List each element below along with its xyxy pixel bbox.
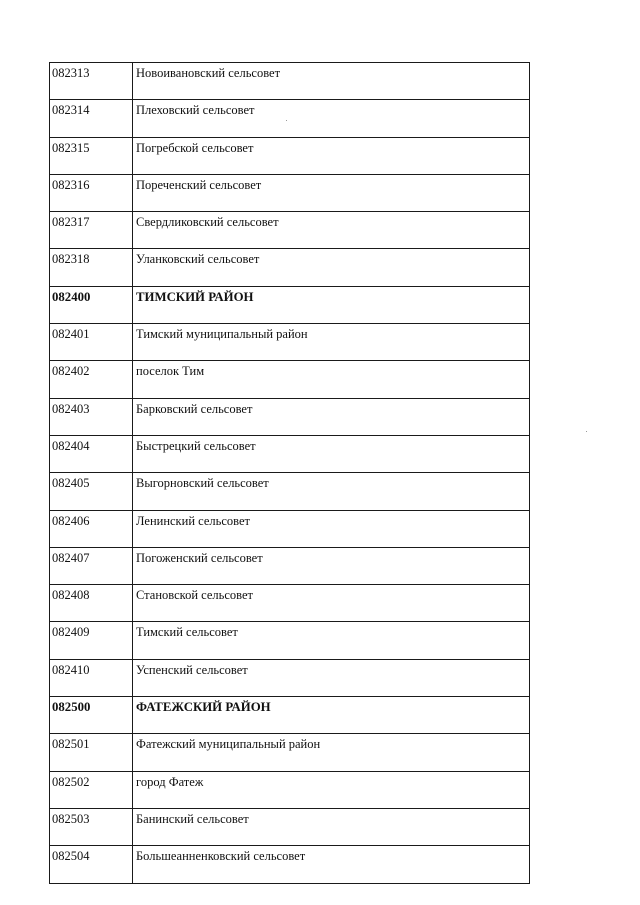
row-code: 082401 (50, 324, 133, 361)
table-row (50, 174, 530, 211)
row-name: Погоженский сельсовет (133, 547, 530, 584)
row-code: 082314 (50, 100, 133, 137)
table-row (50, 808, 530, 845)
row-code: 082407 (50, 547, 133, 584)
table-row (50, 510, 530, 547)
row-code: 082409 (50, 622, 133, 659)
row-name: Свердликовский сельсовет (133, 212, 530, 249)
row-code: 082403 (50, 398, 133, 435)
table-row (50, 398, 530, 435)
row-name: Выгорновский сельсовет (133, 473, 530, 510)
row-code: 082502 (50, 771, 133, 808)
table-row (50, 435, 530, 472)
row-name: Успенский сельсовет (133, 659, 530, 696)
row-name: Быстрецкий сельсовет (133, 435, 530, 472)
table-row (50, 771, 530, 808)
table-row (50, 63, 530, 100)
table-row (50, 585, 530, 622)
row-code: 082313 (50, 63, 133, 100)
district-header-row (50, 286, 530, 323)
table-row (50, 137, 530, 174)
row-name: Фатежский муниципальный район (133, 734, 530, 771)
scan-speck (586, 431, 587, 432)
row-code: 082317 (50, 212, 133, 249)
table-row (50, 100, 530, 137)
table-row (50, 622, 530, 659)
row-code: 082400 (50, 286, 133, 323)
row-name: Ленинский сельсовет (133, 510, 530, 547)
table-row (50, 734, 530, 771)
row-name: Уланковский сельсовет (133, 249, 530, 286)
table-row (50, 547, 530, 584)
row-code: 082410 (50, 659, 133, 696)
row-code: 082402 (50, 361, 133, 398)
row-code: 082501 (50, 734, 133, 771)
row-name: поселок Тим (133, 361, 530, 398)
district-name: ФАТЕЖСКИЙ РАЙОН (133, 697, 530, 734)
table-row (50, 473, 530, 510)
table-row (50, 212, 530, 249)
row-name: Тимский сельсовет (133, 622, 530, 659)
row-name: город Фатеж (133, 771, 530, 808)
row-code: 082406 (50, 510, 133, 547)
row-code: 082408 (50, 585, 133, 622)
table-row (50, 361, 530, 398)
row-name: Большеанненковский сельсовет (133, 846, 530, 883)
table-row (50, 659, 530, 696)
row-name: Банинский сельсовет (133, 808, 530, 845)
district-name: ТИМСКИЙ РАЙОН (133, 286, 530, 323)
row-code: 082405 (50, 473, 133, 510)
row-name: Пореченский сельсовет (133, 174, 530, 211)
row-code: 082315 (50, 137, 133, 174)
row-code: 082316 (50, 174, 133, 211)
row-code: 082504 (50, 846, 133, 883)
table-row (50, 846, 530, 883)
table-row (50, 324, 530, 361)
row-name: Становской сельсовет (133, 585, 530, 622)
row-name: Барковский сельсовет (133, 398, 530, 435)
row-name: Тимский муниципальный район (133, 324, 530, 361)
municipality-code-table (49, 62, 530, 884)
district-header-row (50, 697, 530, 734)
table-body (50, 63, 530, 884)
row-code: 082318 (50, 249, 133, 286)
row-code: 082500 (50, 697, 133, 734)
row-code: 082404 (50, 435, 133, 472)
row-name: Новоивановский сельсовет (133, 63, 530, 100)
row-name: Плеховский сельсовет (133, 100, 530, 137)
table-row (50, 249, 530, 286)
row-code: 082503 (50, 808, 133, 845)
scan-speck (286, 120, 287, 121)
row-name: Погребской сельсовет (133, 137, 530, 174)
